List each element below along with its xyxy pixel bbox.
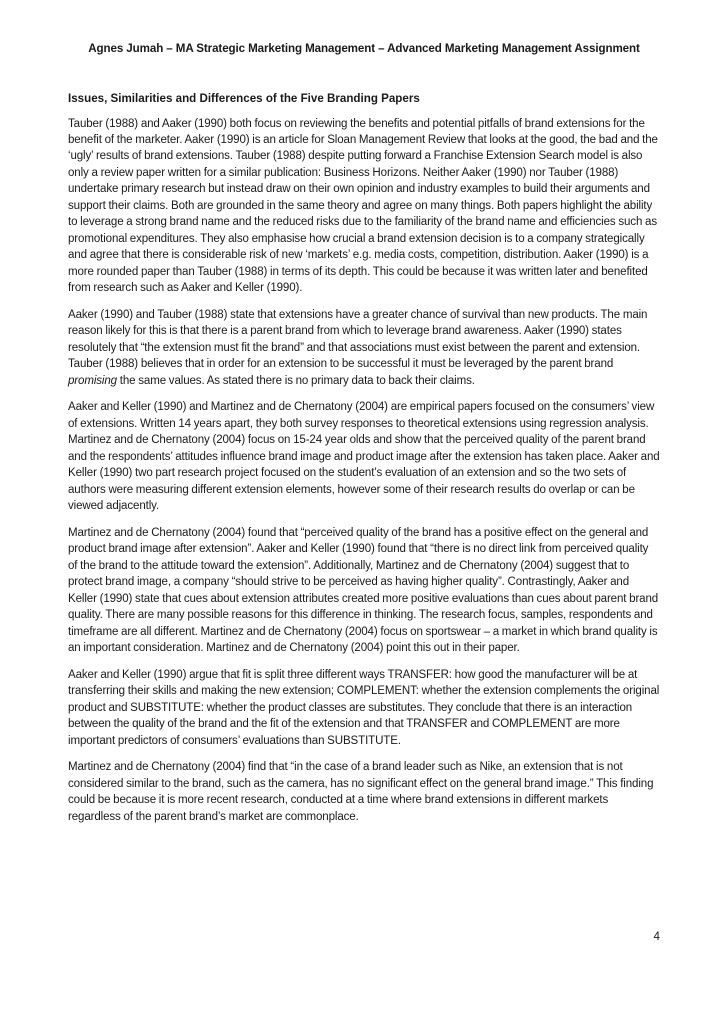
paragraph-6: Martinez and de Chernatony (2004) find that “in the case of a brand leader such as Nike, an extension that is not considered similar to the brand, such as the camera, has no significant effect on the general brand image.” This finding could be because it is more recent research, conducted at a time where brand extensions in different markets regardless of the parent brand’s market are commonplace.	[68, 761, 654, 823]
page-content	[68, 91, 660, 835]
paragraph-2-emphasis: promising	[68, 374, 117, 387]
paragraph-5: Aaker and Keller (1990) argue that fit is split three different ways TRANSFER: how good the manufacturer will be at transferring their skills and making the new extension; COMPLEMENT: whether the extension complements the original product and SUBSTITUTE: whether the product classes are substitutes. They conclude that there is an interaction between the quality of the brand and the fit of the extension and that TRANSFER and COMPLEMENT are more important predictors of consumers’ evaluations than SUBSTITUTE.	[68, 668, 660, 747]
running-header: Agnes Jumah – MA Strategic Marketing Management – Advanced Marketing Management Assignment	[88, 42, 640, 55]
section-title: Issues, Similarities and Differences of the Five Branding Papers	[68, 92, 420, 105]
page-number: 4	[653, 930, 660, 943]
paragraph-4: Martinez and de Chernatony (2004) found that “perceived quality of the brand has a positive effect on the general and product brand image after extension”. Aaker and Keller (1990) found that “there is no direct link from perceived quality of the brand to the attitude toward the extension”. Additionally, Martinez and de Chernatony (2004) suggest that to protect brand image, a company “should strive to be perceived as having higher quality”. Contrastingly, Aaker and Keller (1990) state that cues about extension attributes created more positive evaluations than cues about parent brand quality. There are many possible reasons for this difference in thinking. The research focus, samples, respondents and timeframe are all different. Martinez and de Chernatony (2004) focus on sportswear – a market in which brand quality is an important consideration. Martinez and de Chernatony (2004) point this out in their paper.	[68, 526, 659, 654]
paragraph-2	[68, 307, 660, 389]
paragraph-3: Aaker and Keller (1990) and Martinez and de Chernatony (2004) are empirical papers focused on the consumers’ view of extensions. Written 14 years apart, they both survey responses to theoretical extensions using regression analysis. Martinez and de Chernatony (2004) focus on 15-24 year olds and show that the perceived quality of the parent brand and the respondents’ attitudes influence brand image and product image after the extension has taken place. Aaker and Keller (1990) two part research project focused on the student’s evaluation of an extension and so the two sets of authors were measuring different extension elements, however some of their research results do overlap or can be viewed adjacently.	[68, 401, 660, 513]
paragraph-2-text-end: the same values. As stated there is no primary data to back their claims.	[116, 374, 475, 387]
paragraph-1: Tauber (1988) and Aaker (1990) both focus on reviewing the benefits and potential pitfalls of brand extensions for the benefit of the marketer. Aaker (1990) is an article for Sloan Management Review that looks at the good, the bad and the ‘ugly’ results of brand extensions. Tauber (1988) despite putting forward a Franchise Extension Search model is also only a review paper written for a similar publication: Business Horizons. Neither Aaker (1990) nor Tauber (1988) undertake primary research but instead draw on their own opinion and industry examples to build their arguments and support their claims. Both are grounded in the same theory and agree on many things. Both papers highlight the ability to leverage a strong brand name and the reduced risks due to the familiarity of the brand name and efficiencies such as promotional expenditures. They also emphasise how crucial a brand extension decision is to a company strategically and agree that there is considerable risk of new ‘markets’ e.g. media costs, competition, distribution. Aaker (1990) is a more rounded paper than Tauber (1988) in terms of its depth. This could be because it was written later and benefited from research such as Aaker and Keller (1990).	[68, 117, 658, 295]
paragraph-2-text-start: Aaker (1990) and Tauber (1988) state that extensions have a greater chance of survival than new products. The main reason likely for this is that there is a parent brand from which to leverage brand awareness. Aaker (1990) states resolutely that “the extension must fit the brand” and that associations must exist between the parent and extension. Tauber (1988) believes that in order for an extension to be successful it must be leveraged by the parent brand	[68, 308, 648, 371]
